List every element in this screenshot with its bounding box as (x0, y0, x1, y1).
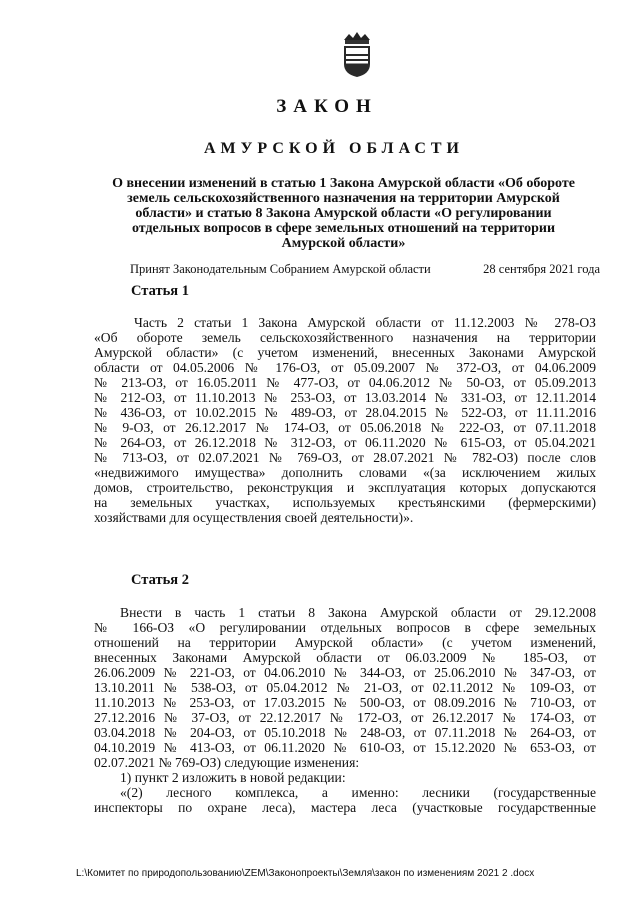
text-line: домов, строительство, реконструкция и эксплуатация которых допускаются (94, 480, 596, 495)
text-line: Часть 2 статьи 1 Закона Амурской области от 11.12.2003 № 278-ОЗ (134, 315, 596, 330)
article-1-text (94, 315, 596, 525)
text-line: 27.12.2016 № 37-ОЗ, от 22.12.2017 № 172-ОЗ, от 26.12.2017 № 174-ОЗ, от (94, 710, 596, 725)
text-line: Внести в часть 1 статьи 8 Закона Амурской области от 29.12.2008 (120, 605, 596, 620)
text-line: № 436-ОЗ, от 10.02.2015 № 489-ОЗ, от 28.04.2015 № 522-ОЗ, от 11.11.2016 (94, 405, 596, 420)
region-title: АМУРСКОЙ ОБЛАСТИ (204, 140, 464, 157)
text-line: 26.06.2009 № 221-ОЗ, от 04.06.2010 № 344-ОЗ, от 25.06.2010 № 347-ОЗ, от (94, 665, 596, 680)
text-line: «(2) лесного комплекса, а именно: лесники (государственные (120, 785, 596, 800)
article-2-text (94, 605, 596, 815)
text-line: 13.10.2011 № 538-ОЗ, от 05.04.2012 № 21-ОЗ, от 02.11.2012 № 109-ОЗ, от (94, 680, 596, 695)
law-subject (96, 176, 591, 251)
text-line: хозяйствами для осуществления своей деятельности)». (94, 510, 414, 525)
subject-line: О внесении изменений в статью 1 Закона Амурской области «Об обороте (112, 176, 575, 191)
text-line: 11.10.2013 № 253-ОЗ, от 17.03.2015 № 500-ОЗ, от 08.09.2016 № 710-ОЗ, от (94, 695, 596, 710)
text-line: 03.04.2018 № 204-ОЗ, от 05.10.2018 № 248-ОЗ, от 07.11.2018 № 264-ОЗ, от (94, 725, 596, 740)
article-2-heading: Статья 2 (131, 572, 189, 588)
text-line: отношений на территории Амурской области» (с учетом изменений, (94, 635, 596, 650)
adopted-date: 28 сентября 2021 года (483, 262, 600, 276)
subject-line: земель сельскохозяйственного назначения на территории Амурской (127, 191, 560, 206)
subject-line: области» и статью 8 Закона Амурской области «О регулировании (135, 206, 552, 221)
text-line: области от 04.05.2006 № 176-ОЗ, от 05.09.2007 № 372-ОЗ, от 04.06.2009 (94, 360, 596, 375)
text-line: № 9-ОЗ, от 26.12.2017 № 174-ОЗ, от 05.06.2018 № 222-ОЗ, от 07.11.2018 (94, 420, 596, 435)
subject-line: Амурской области» (281, 236, 406, 251)
law-title: ЗАКОН (276, 96, 378, 117)
text-line: 02.07.2021 № 769-ОЗ) следующие изменения: (94, 755, 360, 770)
article-1-heading: Статья 1 (131, 283, 189, 299)
subject-line: отдельных вопросов в сфере земельных отношений на территории (131, 221, 556, 236)
text-line: № 212-ОЗ, от 11.10.2013 № 253-ОЗ, от 13.03.2014 № 331-ОЗ, от 12.11.2014 (94, 390, 596, 405)
text-line: 1) пункт 2 изложить в новой редакции: (120, 770, 346, 785)
text-line: 04.10.2019 № 413-ОЗ, от 06.11.2020 № 610-ОЗ, от 15.12.2020 № 653-ОЗ, от (94, 740, 596, 755)
text-line: «Об обороте земель сельскохозяйственного назначения на территории (94, 330, 596, 345)
text-line: Амурской области» (с учетом изменений, внесенных Законами Амурской (94, 345, 596, 360)
text-line: № 713-ОЗ, от 02.07.2021 № 769-ОЗ, от 28.07.2021 № 782-ОЗ) после слов (94, 450, 596, 465)
text-line: № 166-ОЗ «О регулировании отдельных вопросов в сфере земельных (94, 620, 596, 635)
text-line: на земельных участках, используемых крестьянскими (фермерскими) (94, 495, 596, 510)
text-line: № 213-ОЗ, от 16.05.2011 № 477-ОЗ, от 04.06.2012 № 50-ОЗ, от 05.09.2013 (94, 375, 596, 390)
coat-of-arms-emblem (340, 30, 374, 78)
text-line: № 264-ОЗ, от 26.12.2018 № 312-ОЗ, от 06.11.2020 № 615-ОЗ, от 05.04.2021 (94, 435, 596, 450)
text-line: инспекторы по охране леса), мастера леса (участковые государственные (94, 800, 596, 815)
text-line: внесенных Законами Амурской области от 06.03.2009 № 185-ОЗ, от (94, 650, 596, 665)
adoption-info (130, 262, 600, 277)
file-path-footer: L:\Комитет по природопользованию\ZEM\Законопроекты\Земля\закон по изменениям 2021 2 .docx (76, 868, 535, 879)
text-line: «недвижимого имущества» дополнить словами «(за исключением жилых (94, 465, 596, 480)
adopted-by: Принят Законодательным Собранием Амурской области (130, 262, 431, 276)
